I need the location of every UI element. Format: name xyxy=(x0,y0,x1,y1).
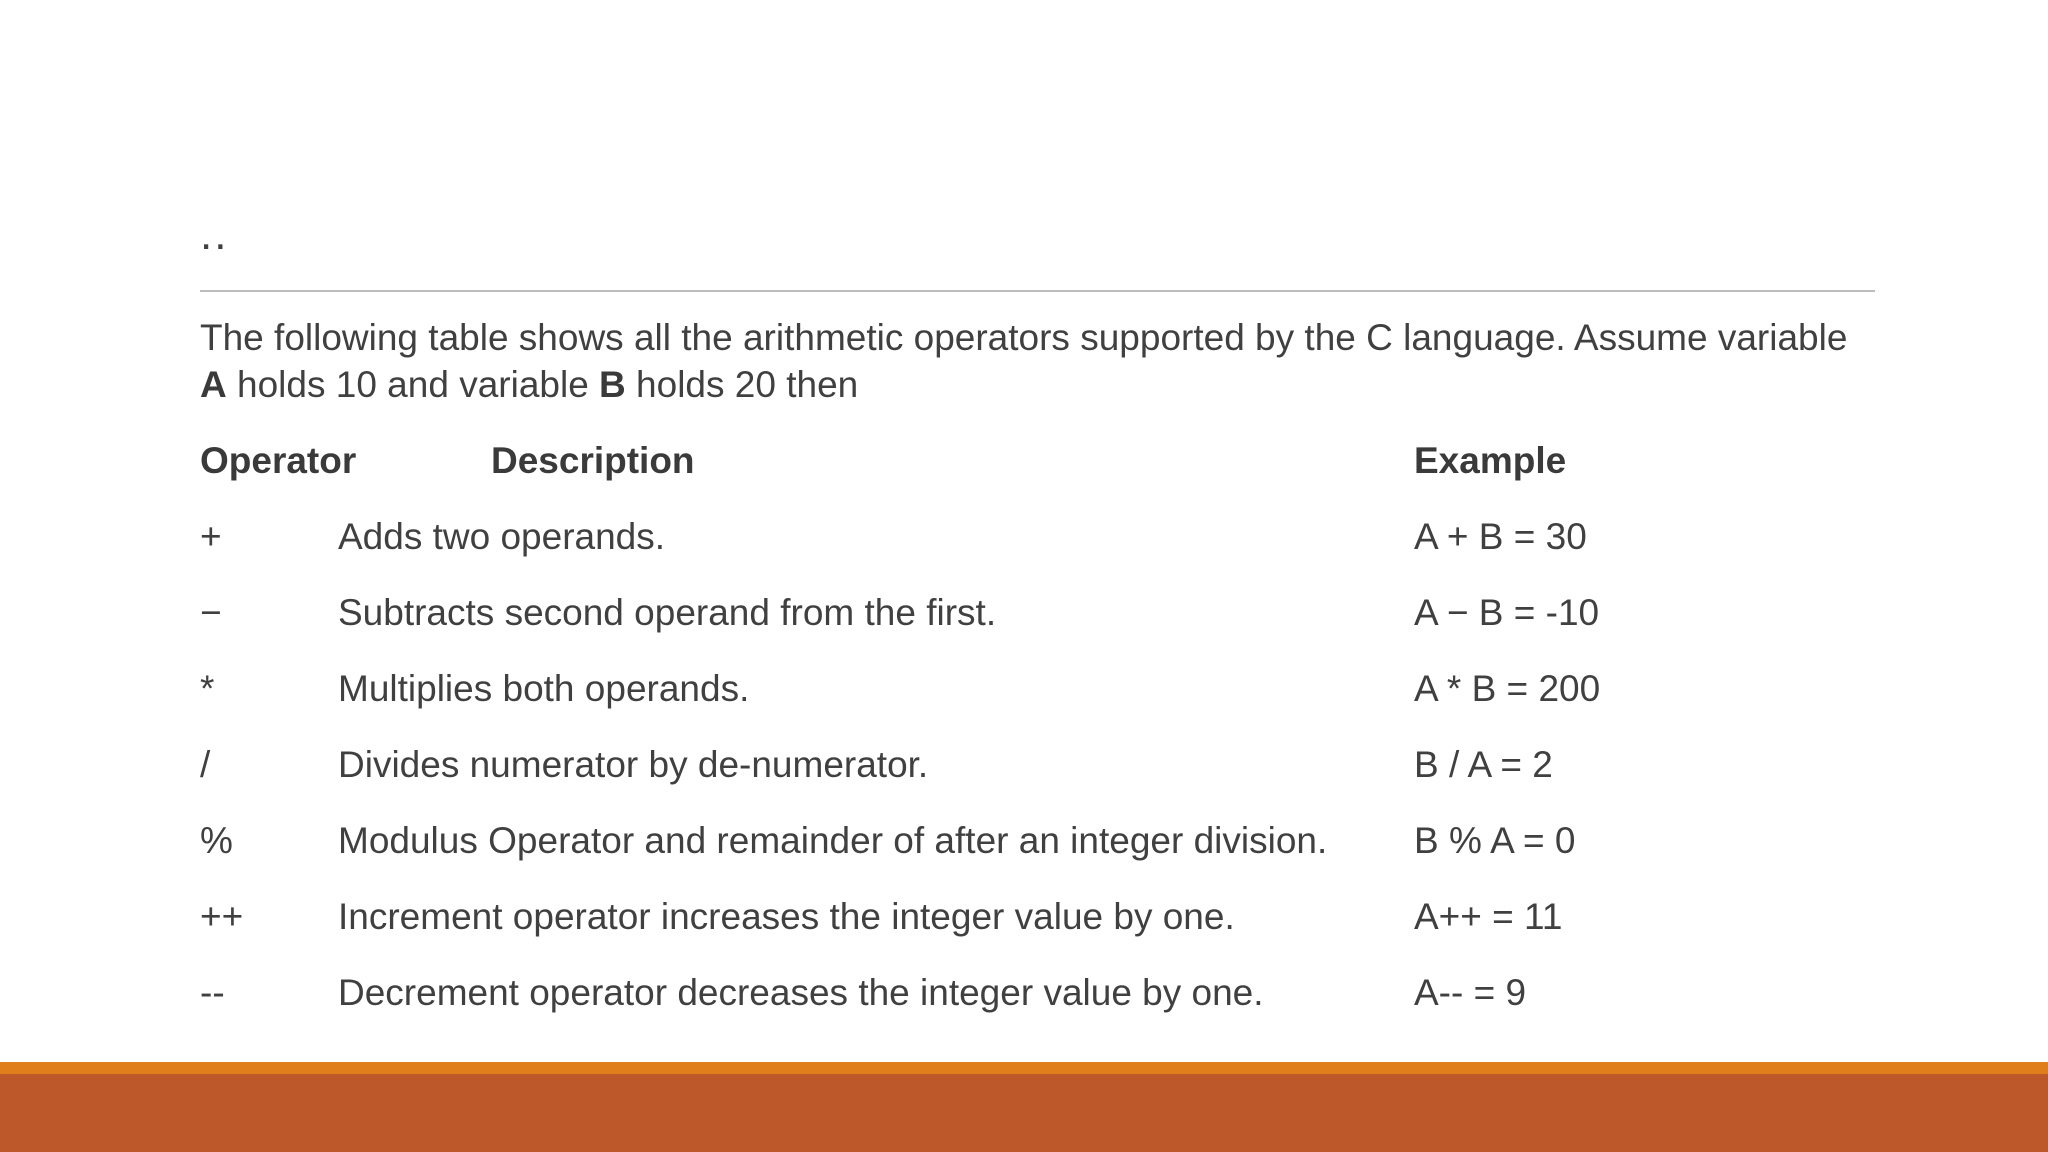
description-cell: Increment operator increases the integer value by one. xyxy=(338,896,1235,937)
operator-cell: % xyxy=(200,820,233,861)
intro-text-2: holds 10 and variable xyxy=(226,364,600,405)
table-header-row xyxy=(0,436,2048,512)
example-cell: A++ = 11 xyxy=(1414,896,1563,937)
header-example: Example xyxy=(1414,440,1567,481)
variable-a: A xyxy=(200,364,227,405)
table-row xyxy=(0,664,2048,740)
table-row xyxy=(0,588,2048,664)
operator-cell: + xyxy=(200,516,222,557)
intro-text-3: holds 20 then xyxy=(625,364,859,405)
variable-b: B xyxy=(599,364,626,405)
table-row xyxy=(0,816,2048,892)
example-cell: A + B = 30 xyxy=(1414,516,1587,557)
header-description: Description xyxy=(491,440,695,481)
table-row xyxy=(0,740,2048,816)
description-cell: Decrement operator decreases the integer value by one. xyxy=(338,972,1264,1013)
intro-paragraph xyxy=(200,314,1880,408)
footer-band xyxy=(0,1074,2048,1152)
description-cell: Modulus Operator and remainder of after an integer division. xyxy=(338,820,1328,861)
table-row xyxy=(0,968,2048,1044)
example-cell: B / A = 2 xyxy=(1414,744,1553,785)
operator-cell: * xyxy=(200,668,215,709)
operator-cell: / xyxy=(200,744,211,785)
intro-text-1: The following table shows all the arithmetic operators supported by the C language. Assume variable xyxy=(200,317,1848,358)
operator-cell: − xyxy=(200,592,222,633)
slide-title: .. xyxy=(200,210,229,259)
example-cell: A-- = 9 xyxy=(1414,972,1527,1013)
description-cell: Divides numerator by de-numerator. xyxy=(338,744,929,785)
example-cell: B % A = 0 xyxy=(1414,820,1576,861)
description-cell: Adds two operands. xyxy=(338,516,666,557)
title-divider xyxy=(200,290,1875,292)
operator-cell: -- xyxy=(200,972,225,1013)
example-cell: A * B = 200 xyxy=(1414,668,1601,709)
header-operator: Operator xyxy=(200,440,357,481)
example-cell: A − B = -10 xyxy=(1414,592,1600,633)
description-cell: Multiplies both operands. xyxy=(338,668,750,709)
table-row xyxy=(0,892,2048,968)
table-row xyxy=(0,512,2048,588)
footer-accent-stripe xyxy=(0,1062,2048,1074)
description-cell: Subtracts second operand from the first. xyxy=(338,592,997,633)
operator-cell: ++ xyxy=(200,896,244,937)
